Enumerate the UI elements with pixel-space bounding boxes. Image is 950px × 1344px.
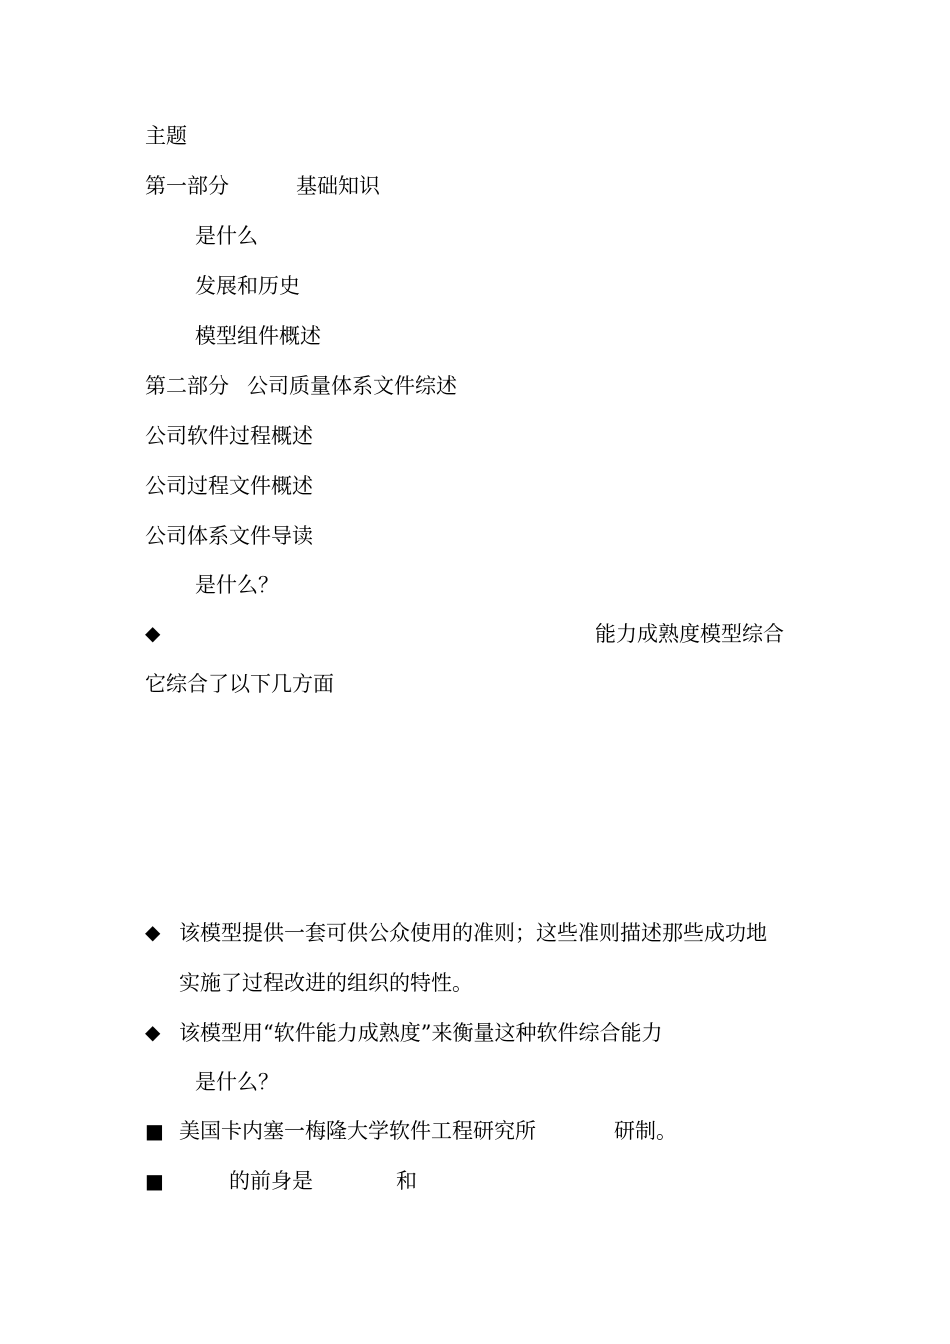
diamond-bullet-icon: ◆ — [145, 920, 161, 944]
diamond-bullet-icon: ◆ — [145, 621, 161, 645]
part1-item: 模型组件概述 — [195, 324, 321, 348]
institute-suffix: 研制。 — [614, 1119, 677, 1143]
part2-heading: 公司质量体系文件综述 — [247, 374, 457, 398]
square-bullet-icon: ■ — [145, 1119, 164, 1143]
document-title: 主题 — [145, 124, 187, 148]
part2-item: 公司软件过程概述 — [145, 424, 313, 448]
continuation-text: 它综合了以下几方面 — [145, 672, 334, 696]
part1-item: 发展和历史 — [195, 274, 300, 298]
section-heading: 是什么？ — [195, 573, 279, 597]
part2-label: 第二部分 — [145, 374, 229, 398]
institute-text: 美国卡内塞一梅隆大学软件工程研究所 — [179, 1119, 536, 1143]
model-point-2: 该模型用“软件能力成熟度”来衡量这种软件综合能力 — [179, 1021, 663, 1045]
model-point-1-line-2: 实施了过程改进的组织的特性。 — [179, 971, 473, 995]
part2-item: 公司过程文件概述 — [145, 474, 313, 498]
bullet-text: 能力成熟度模型综合 — [595, 622, 784, 646]
part1-heading: 基础知识 — [296, 174, 380, 198]
predecessor-text: 的前身是 — [229, 1169, 313, 1193]
model-point-1-line-1: 该模型提供一套可供公众使用的准则；这些准则描述那些成功地 — [179, 921, 767, 945]
square-bullet-icon: ■ — [145, 1169, 164, 1193]
diamond-bullet-icon: ◆ — [145, 1020, 161, 1044]
part2-item: 公司体系文件导读 — [145, 524, 313, 548]
section-heading: 是什么？ — [195, 1070, 279, 1094]
predecessor-suffix: 和 — [396, 1169, 417, 1193]
part1-label: 第一部分 — [145, 174, 229, 198]
part1-item: 是什么 — [195, 224, 258, 248]
